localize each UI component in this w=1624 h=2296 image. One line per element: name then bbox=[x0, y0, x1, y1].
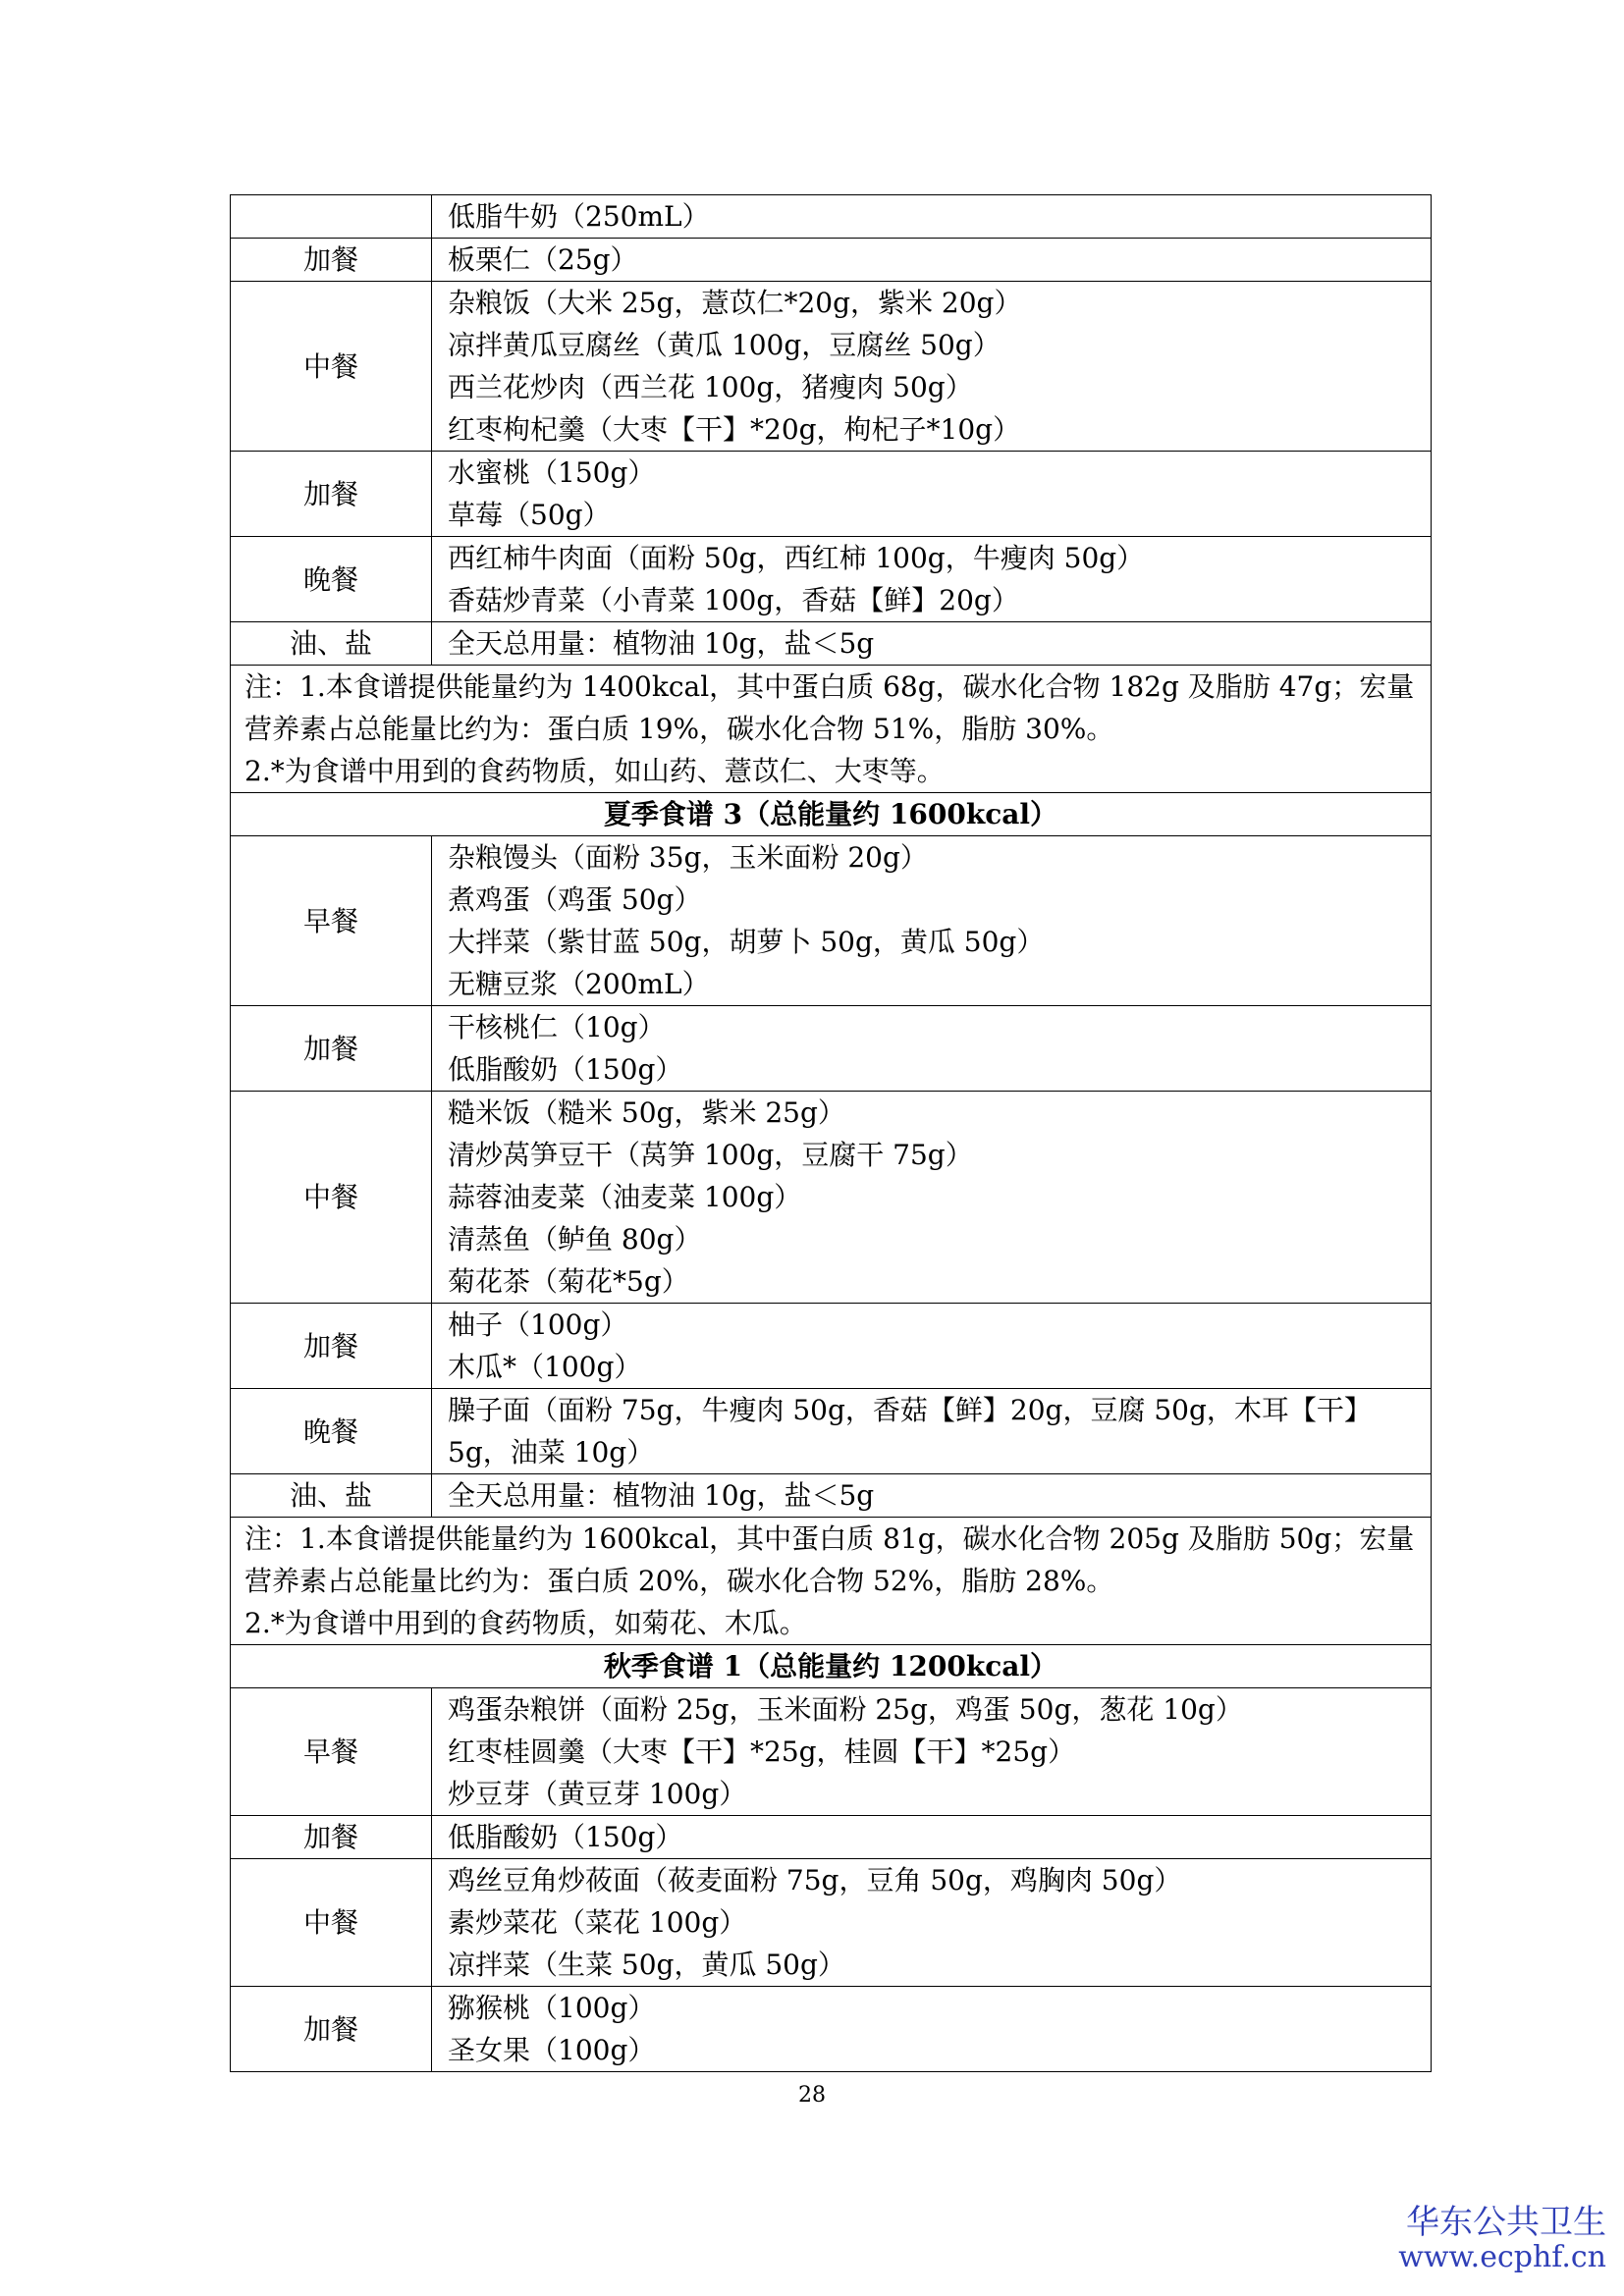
dish-item: 煮鸡蛋（鸡蛋 50g） bbox=[448, 883, 702, 916]
meal-row bbox=[231, 452, 1432, 537]
meal-label: 早餐 bbox=[231, 1688, 432, 1816]
meal-label: 油、盐 bbox=[231, 622, 432, 666]
meal-label: 加餐 bbox=[231, 1987, 432, 2072]
dish-item: 红枣枸杞羹（大枣【干】*20g，枸杞子*10g） bbox=[448, 413, 1021, 446]
dish-item: 素炒菜花（菜花 100g） bbox=[448, 1906, 747, 1939]
dish-item: 低脂酸奶（150g） bbox=[448, 1053, 683, 1086]
meal-items bbox=[432, 1859, 1432, 1987]
note-line: 2.*为食谱中用到的食药物质，如山药、薏苡仁、大枣等。 bbox=[244, 755, 945, 787]
dish-item: 西红柿牛肉面（面粉 50g，西红柿 100g，牛瘦肉 50g） bbox=[448, 542, 1145, 574]
meal-row bbox=[231, 1092, 1432, 1304]
watermark-name: 华东公共卫生 bbox=[1406, 2203, 1606, 2242]
meal-items bbox=[432, 836, 1432, 1006]
meal-items bbox=[432, 1389, 1432, 1474]
meal-items bbox=[432, 1092, 1432, 1304]
meal-items bbox=[432, 1987, 1432, 2072]
dish-item: 低脂酸奶（150g） bbox=[448, 1821, 683, 1853]
meal-label: 加餐 bbox=[231, 239, 432, 282]
meal-items bbox=[432, 1816, 1432, 1859]
meal-items bbox=[432, 1006, 1432, 1092]
dish-item: 凉拌菜（生菜 50g，黄瓜 50g） bbox=[448, 1949, 845, 1981]
meal-label: 加餐 bbox=[231, 1006, 432, 1092]
meal-items bbox=[432, 537, 1432, 622]
meal-row bbox=[231, 1816, 1432, 1859]
dish-item: 鸡蛋杂粮饼（面粉 25g，玉米面粉 25g，鸡蛋 50g，葱花 10g） bbox=[448, 1693, 1243, 1726]
section-title: 秋季食谱 1（总能量约 1200kcal） bbox=[231, 1645, 1432, 1688]
dish-item: 猕猴桃（100g） bbox=[448, 1992, 656, 2024]
meal-label: 加餐 bbox=[231, 1816, 432, 1859]
page-number: 28 bbox=[798, 2083, 826, 2108]
note-cell bbox=[231, 1518, 1432, 1645]
dish-item: 低脂牛奶（250mL） bbox=[448, 200, 710, 233]
dish-item: 杂粮饭（大米 25g，薏苡仁*20g，紫米 20g） bbox=[448, 287, 1022, 319]
meal-row bbox=[231, 836, 1432, 1006]
meal-items bbox=[432, 195, 1432, 239]
dish-item: 全天总用量：植物油 10g，盐＜5g bbox=[448, 627, 875, 660]
dish-item: 西兰花炒肉（西兰花 100g，猪瘦肉 50g） bbox=[448, 371, 973, 403]
meal-row bbox=[231, 622, 1432, 666]
meal-row bbox=[231, 1474, 1432, 1518]
meal-items bbox=[432, 1474, 1432, 1518]
meal-items bbox=[432, 282, 1432, 452]
meal-label bbox=[231, 195, 432, 239]
section-row bbox=[231, 793, 1432, 836]
note-cell bbox=[231, 666, 1432, 793]
dish-item: 杂粮馒头（面粉 35g，玉米面粉 20g） bbox=[448, 841, 928, 874]
meal-row bbox=[231, 195, 1432, 239]
dish-item: 清蒸鱼（鲈鱼 80g） bbox=[448, 1223, 702, 1255]
meal-row bbox=[231, 537, 1432, 622]
meal-row bbox=[231, 1987, 1432, 2072]
dish-item: 鸡丝豆角炒莜面（莜麦面粉 75g，豆角 50g，鸡胸肉 50g） bbox=[448, 1864, 1182, 1896]
note-line: 注：1.本食谱提供能量约为 1400kcal，其中蛋白质 68g，碳水化合物 182g 及脂肪 47g；宏量营养素占总能量比约为：蛋白质 19%，碳水化合物 51%，脂肪 30%。 bbox=[244, 670, 1415, 745]
meal-label: 晚餐 bbox=[231, 1389, 432, 1474]
note-line: 注：1.本食谱提供能量约为 1600kcal，其中蛋白质 81g，碳水化合物 205g 及脂肪 50g；宏量营养素占总能量比约为：蛋白质 20%，碳水化合物 52%，脂肪 28%。 bbox=[244, 1522, 1415, 1597]
note-line: 2.*为食谱中用到的食药物质，如菊花、木瓜。 bbox=[244, 1607, 807, 1639]
meal-label: 中餐 bbox=[231, 1092, 432, 1304]
meal-row bbox=[231, 1389, 1432, 1474]
meal-row bbox=[231, 282, 1432, 452]
meal-label: 加餐 bbox=[231, 1304, 432, 1389]
dish-item: 糙米饭（糙米 50g，紫米 25g） bbox=[448, 1096, 845, 1129]
note-row bbox=[231, 666, 1432, 793]
dish-item: 柚子（100g） bbox=[448, 1308, 628, 1341]
dish-item: 炒豆芽（黄豆芽 100g） bbox=[448, 1778, 747, 1810]
dish-item: 圣女果（100g） bbox=[448, 2034, 656, 2066]
dish-item: 板栗仁（25g） bbox=[448, 243, 638, 276]
dish-item: 大拌菜（紫甘蓝 50g，胡萝卜 50g，黄瓜 50g） bbox=[448, 926, 1045, 958]
meal-label: 加餐 bbox=[231, 452, 432, 537]
meal-label: 中餐 bbox=[231, 1859, 432, 1987]
dish-item: 干核桃仁（10g） bbox=[448, 1011, 666, 1043]
meal-label: 晚餐 bbox=[231, 537, 432, 622]
meal-items bbox=[432, 452, 1432, 537]
dish-item: 臊子面（面粉 75g，牛瘦肉 50g，香菇【鲜】20g，豆腐 50g，木耳【干】5g，油菜 10g） bbox=[448, 1394, 1372, 1468]
meal-row bbox=[231, 1304, 1432, 1389]
meal-items bbox=[432, 1304, 1432, 1389]
meal-row bbox=[231, 239, 1432, 282]
dish-item: 草莓（50g） bbox=[448, 499, 611, 531]
meal-row bbox=[231, 1006, 1432, 1092]
meal-items bbox=[432, 622, 1432, 666]
meal-label: 中餐 bbox=[231, 282, 432, 452]
meal-row bbox=[231, 1688, 1432, 1816]
meal-label: 早餐 bbox=[231, 836, 432, 1006]
meal-items bbox=[432, 1688, 1432, 1816]
dish-item: 水蜜桃（150g） bbox=[448, 456, 656, 489]
menu-table bbox=[230, 194, 1432, 2072]
dish-item: 木瓜*（100g） bbox=[448, 1351, 642, 1383]
dish-item: 无糖豆浆（200mL） bbox=[448, 968, 710, 1000]
dish-item: 菊花茶（菊花*5g） bbox=[448, 1265, 689, 1298]
dish-item: 凉拌黄瓜豆腐丝（黄瓜 100g，豆腐丝 50g） bbox=[448, 329, 1001, 361]
meal-row bbox=[231, 1859, 1432, 1987]
dish-item: 全天总用量：植物油 10g，盐＜5g bbox=[448, 1479, 875, 1512]
meal-label: 油、盐 bbox=[231, 1474, 432, 1518]
dish-item: 清炒莴笋豆干（莴笋 100g，豆腐干 75g） bbox=[448, 1139, 973, 1171]
dish-item: 蒜蓉油麦菜（油麦菜 100g） bbox=[448, 1181, 802, 1213]
dish-item: 红枣桂圆羹（大枣【干】*25g，桂圆【干】*25g） bbox=[448, 1735, 1076, 1768]
section-row bbox=[231, 1645, 1432, 1688]
section-title: 夏季食谱 3（总能量约 1600kcal） bbox=[231, 793, 1432, 836]
note-row bbox=[231, 1518, 1432, 1645]
dish-item: 香菇炒青菜（小青菜 100g，香菇【鲜】20g） bbox=[448, 584, 1019, 616]
meal-items bbox=[432, 239, 1432, 282]
watermark-url: www.ecphf.cn bbox=[1398, 2240, 1606, 2274]
